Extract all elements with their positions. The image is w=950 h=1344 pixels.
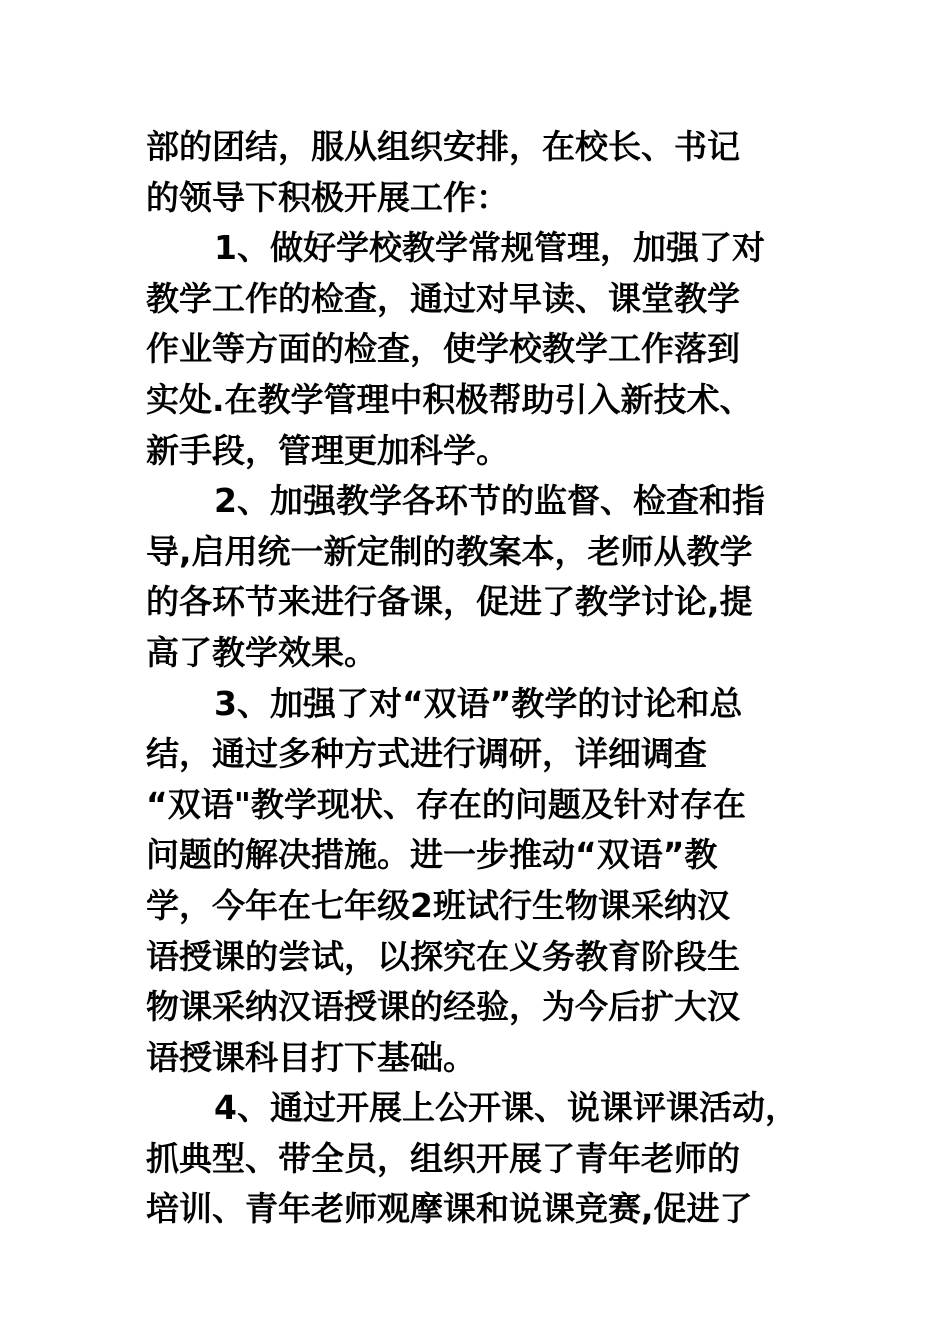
text-line: 4、通过开展上公开课、说课评课活动， xyxy=(214,1088,798,1128)
text-line: 问题的解决措施。进一步推动“双语”教 xyxy=(146,835,718,875)
document-body xyxy=(146,122,826,1235)
text-line: 的各环节来进行备课，促进了教学讨论,提 xyxy=(146,582,753,622)
text-line: 导,启用统一新定制的教案本，老师从教学 xyxy=(146,531,753,571)
text-line: 2、加强教学各环节的监督、检查和指 xyxy=(214,481,765,521)
text-line: 的领导下积极开展工作： xyxy=(146,177,509,217)
text-line: 高了教学效果。 xyxy=(146,632,377,672)
text-line: 实处.在教学管理中积极帮助引入新技术、 xyxy=(146,379,753,419)
text-line: 1、做好学校教学常规管理，加强了对 xyxy=(214,228,765,268)
text-line: 新手段，管理更加科学。 xyxy=(146,430,509,470)
text-line: 学，今年在七年级2班试行生物课采纳汉 xyxy=(146,885,730,925)
text-line: 结，通过多种方式进行调研，详细调查 xyxy=(146,734,707,774)
text-line: 语授课的尝试，以探究在义务教育阶段生 xyxy=(146,936,740,976)
text-line: 物课采纳汉语授课的经验，为今后扩大汉 xyxy=(146,987,740,1027)
text-line: 抓典型、带全员，组织开展了青年老师的 xyxy=(146,1138,740,1178)
text-line: 培训、青年老师观摩课和说课竞赛,促进了 xyxy=(146,1189,753,1229)
text-line: 3、加强了对“双语”教学的讨论和总 xyxy=(214,683,743,723)
text-line: 部的团结，服从组织安排，在校长、书记 xyxy=(146,127,740,166)
text-line: 教学工作的检查，通过对早读、课堂教学 xyxy=(146,278,740,318)
text-line: 作业等方面的检查，使学校教学工作落到 xyxy=(146,329,740,369)
text-line: 语授课科目打下基础。 xyxy=(146,1037,476,1077)
text-line: “双语"教学现状、存在的问题及针对存在 xyxy=(146,784,746,824)
